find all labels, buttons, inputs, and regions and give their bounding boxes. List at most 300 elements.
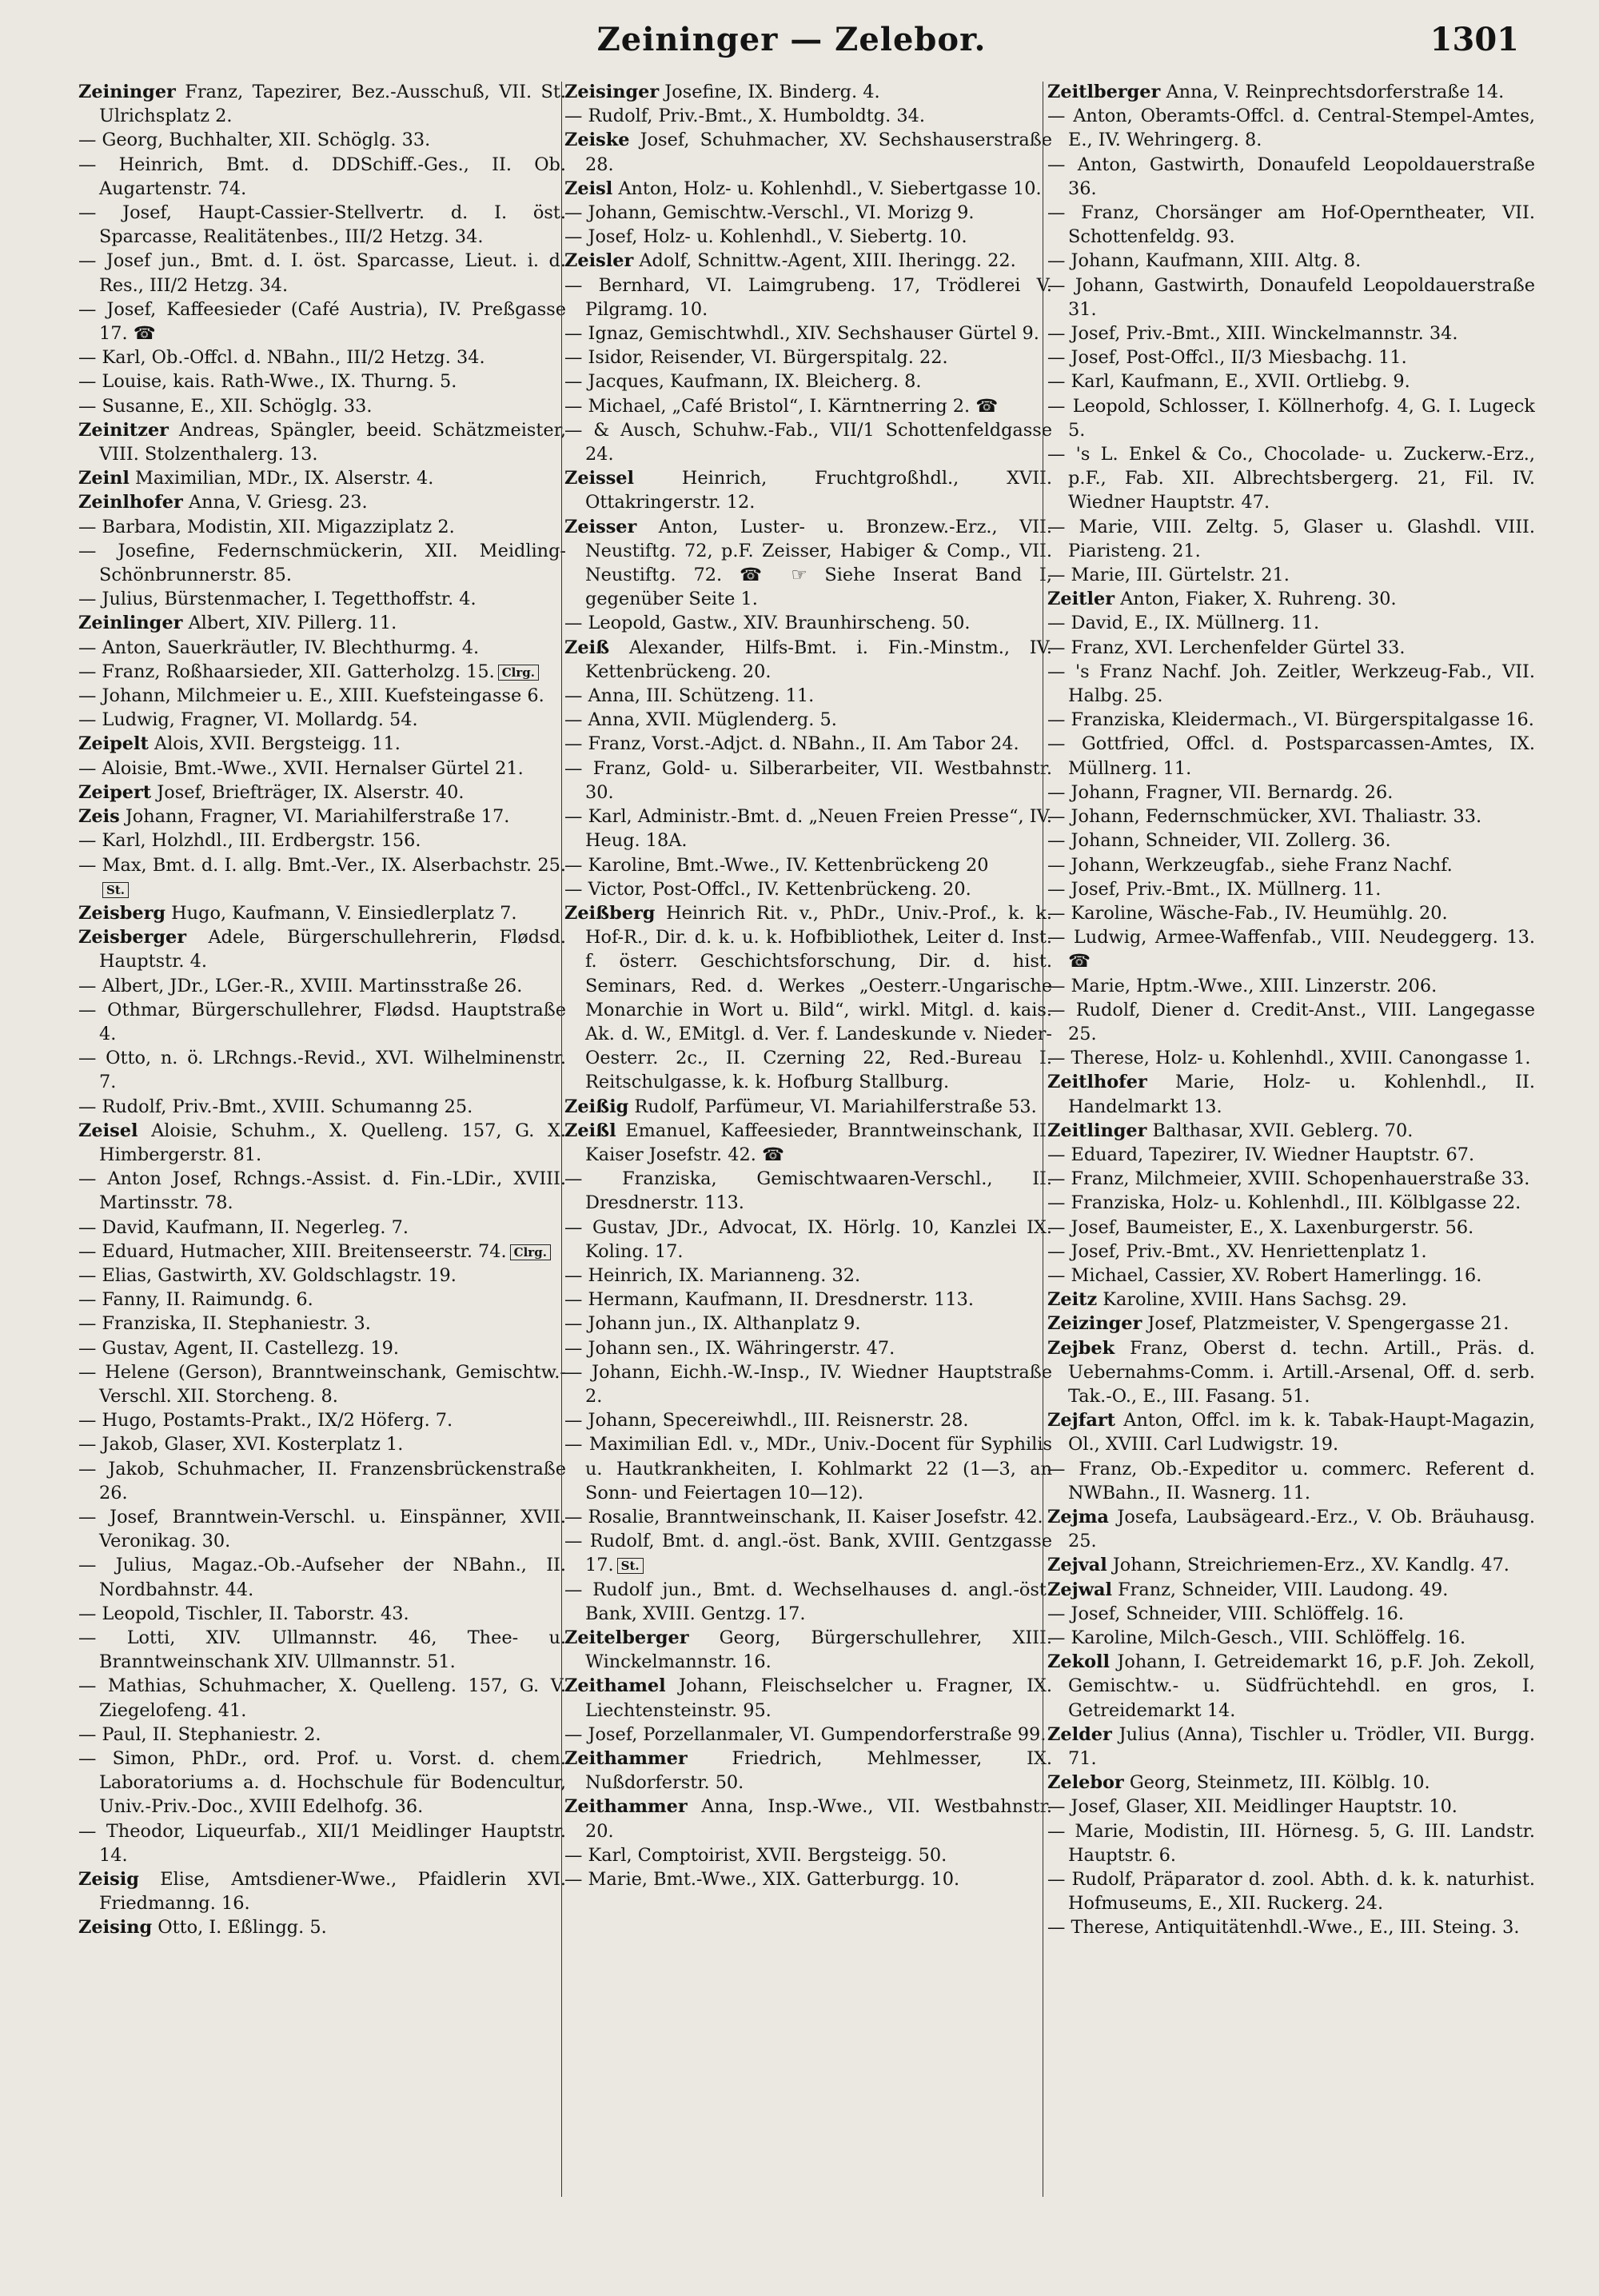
directory-entry	[78, 587, 566, 611]
entry-text: Alois, XVII. Bergsteigg. 11.	[148, 733, 401, 755]
directory-entry	[78, 369, 566, 393]
entry-surname: Zeisig	[78, 1869, 139, 1891]
entry-surname: Zeinitzer	[78, 419, 169, 441]
entry-text: — Leopold, Tischler, II. Taborstr. 43.	[78, 1603, 409, 1624]
entry-text: — Anton Josef, Rchngs.-Assist. d. Fin.-LDir., XVIII. Martinsstr. 78.	[78, 1168, 566, 1214]
entry-text: — Johann, Schneider, VII. Zollerg. 36.	[1047, 830, 1391, 852]
column-1	[78, 80, 566, 2271]
entry-text: Josefa, Laubsägeard.-Erz., V. Ob. Bräuhausg. 25.	[1068, 1506, 1535, 1552]
entry-text: Heinrich Rit. v., PhDr., Univ.-Prof., k. k. Hof-R., Dir. d. k. u. k. Hofbibliothek, Leiter d. Inst. f. österr. Geschichtsforschung, Dir. d. hist. Seminars, Red. d. Werkes „Oesterr.-Ungarische Monarchie in Wort u. Bild“, wirkl. Mitgl. d. kais. Ak. d. W., EMitgl. d. Ver. f. Landeskunde v. Nieder-Oesterr. 2c., II. Czerning 22, Red.-Bureau I. Reitschulgasse, k. k. Hofburg Stallburg.	[585, 902, 1052, 1093]
directory-entry	[78, 490, 566, 514]
directory-entry	[1047, 1408, 1535, 1456]
directory-entry	[1047, 901, 1535, 925]
directory-entry	[1047, 732, 1535, 780]
directory-entry	[78, 1915, 566, 1939]
directory-entry	[1047, 1602, 1535, 1626]
column-3	[1047, 80, 1535, 2271]
entry-text: — Anna, XVII. Müglenderg. 5.	[564, 709, 837, 731]
directory-entry	[78, 1240, 566, 1264]
entry-text: Elise, Amtsdiener-Wwe., Pfaidlerin XVI. Friedmanng. 16.	[99, 1869, 566, 1915]
directory-entry	[78, 1723, 566, 1747]
entry-text: Anton, Luster- u. Bronzew.-Erz., VII. Neustiftg. 72, p.F. Zeisser, Habiger & Comp., VII. Neustiftg. 72. ☎ ☞ Siehe Inserat Band I, gegenüber Seite 1.	[585, 516, 1052, 610]
directory-entry	[1047, 563, 1535, 587]
directory-entry	[564, 345, 1052, 369]
entry-text: Albert, XIV. Pillerg. 11.	[182, 613, 397, 634]
entry-text: — Rudolf, Diener d. Credit-Anst., VIII. Langegasse 25.	[1047, 999, 1535, 1044]
entry-surname: Zeitler	[1047, 589, 1115, 610]
entry-text: Balthasar, XVII. Geblerg. 70.	[1146, 1120, 1414, 1141]
entry-text: — Leopold, Schlosser, I. Köllnerhofg. 4, G. I. Lugeck 5.	[1047, 395, 1535, 441]
directory-entry	[78, 901, 566, 925]
directory-entry	[564, 1408, 1052, 1432]
entry-text: — Karl, Administr.-Bmt. d. „Neuen Freien Presse“, IV. Heug. 18A.	[564, 806, 1052, 852]
entry-text: — Marie, VIII. Zeltg. 5, Glaser u. Glashdl. VIII. Piaristeng. 21.	[1047, 516, 1535, 561]
entry-surname: Zeininger	[78, 82, 176, 102]
entry-text: — Josef, Glaser, XII. Meidlinger Hauptstr. 10.	[1047, 1796, 1457, 1818]
entry-text: Anna, V. Griesg. 23.	[182, 492, 368, 513]
directory-entry	[564, 732, 1052, 756]
entry-surname: Zeissel	[564, 468, 635, 489]
entry-text: — Josef, Priv.-Bmt., XIII. Winckelmannstr. 34.	[1047, 323, 1458, 345]
entry-text: — Franz, Ob.-Expeditor u. commerc. Referent d. NWBahn., II. Wasnerg. 11.	[1047, 1458, 1535, 1503]
column-divider	[561, 82, 562, 2197]
entry-text: — Fanny, II. Raimundg. 6.	[78, 1289, 313, 1311]
entry-text: — Marie, Hptm.-Wwe., XIII. Linzerstr. 206.	[1047, 975, 1438, 996]
directory-entry	[564, 466, 1052, 514]
directory-entry	[1047, 925, 1535, 973]
entry-surname: Zeitlberger	[1047, 82, 1161, 102]
directory-entry	[1047, 394, 1535, 442]
page-header	[64, 21, 1519, 66]
directory-entry	[78, 128, 566, 152]
entry-text: — Franz, Chorsänger am Hof-Operntheater, VII. Schottenfeldg. 93.	[1047, 202, 1535, 248]
directory-entry	[564, 684, 1052, 708]
directory-entry	[564, 1867, 1052, 1891]
directory-entry	[1047, 1288, 1535, 1312]
entry-text: Franz, Oberst d. techn. Artill., Präs. d. Uebernahms-Comm. i. Artill.-Arsenal, Off. d. serb. Tak.-O., E., III. Fasang. 51.	[1068, 1337, 1535, 1407]
directory-entry	[78, 1602, 566, 1626]
directory-entry	[78, 249, 566, 297]
directory-entry	[78, 1819, 566, 1867]
entry-text: — Karl, Comptoirist, XVII. Bergsteigg. 50.	[564, 1844, 947, 1866]
entry-surname: Zeis	[78, 806, 120, 828]
directory-entry	[1047, 1336, 1535, 1409]
directory-entry	[1047, 611, 1535, 635]
entry-text: — Josef, Haupt-Cassier-Stellvertr. d. I. öst. Sparcasse, Realitätenbes., III/2 Hetzg. 34.	[78, 202, 566, 248]
directory-entry	[78, 829, 566, 853]
entry-text: — Julius, Bürstenmacher, I. Tegetthoffstr. 4.	[78, 589, 477, 610]
directory-entry	[1047, 442, 1535, 515]
entry-text: — Jakob, Glaser, XVI. Kosterplatz 1.	[78, 1434, 404, 1455]
directory-entry	[1047, 153, 1535, 201]
entry-badge: St.	[102, 882, 129, 898]
entry-text: — Julius, Magaz.-Ob.-Aufseher der NBahn., II. Nordbahnstr. 44.	[78, 1555, 566, 1600]
directory-entry	[564, 321, 1052, 345]
entry-surname: Zeiß	[564, 637, 610, 658]
entry-surname: Zeitz	[1047, 1289, 1098, 1311]
entry-text: — Mathias, Schuhmacher, X. Quelleng. 157, G. V. Ziegelofeng. 41.	[78, 1675, 566, 1721]
directory-entry	[564, 1432, 1052, 1505]
entry-text: — Ignaz, Gemischtwhdl., XIV. Sechshauser Gürtel 9.	[564, 323, 1039, 345]
entry-text: Julius (Anna), Tischler u. Trödler, VII. Burgg. 71.	[1068, 1723, 1535, 1770]
entry-text: — Simon, PhDr., ord. Prof. u. Vorst. d. chem. Laboratoriums a. d. Hochschule für Bodencultur, Univ.-Priv.-Doc., XVIII Edelhofg. 36.	[78, 1748, 566, 1818]
directory-entry	[1047, 853, 1535, 877]
entry-surname: Zeinl	[78, 468, 130, 489]
entry-surname: Zeipelt	[78, 733, 149, 755]
column-2	[564, 80, 1052, 2271]
directory-entry	[1047, 998, 1535, 1046]
directory-entry	[564, 877, 1052, 901]
entry-text: Maximilian, MDr., IX. Alserstr. 4.	[129, 468, 434, 489]
directory-entry	[1047, 80, 1535, 104]
directory-entry	[78, 1288, 566, 1312]
directory-entry	[564, 1360, 1052, 1408]
directory-entry	[564, 853, 1052, 877]
entry-text: Marie, Holz- u. Kohlenhdl., II. Handelmarkt 13.	[1068, 1072, 1535, 1117]
entry-surname: Zejwal	[1047, 1579, 1112, 1600]
entry-text: — Franziska, II. Stephaniestr. 3.	[78, 1313, 371, 1335]
entry-surname: Zeisberg	[78, 902, 166, 924]
entry-text: — Johann, Federnschmücker, XVI. Thaliastr. 33.	[1047, 806, 1482, 828]
directory-entry	[564, 901, 1052, 1095]
entry-text: — Heinrich, Bmt. d. DDSchiff.-Ges., II. Ob. Augartenstr. 74.	[78, 154, 566, 199]
directory-entry	[1047, 1312, 1535, 1336]
entry-text: — Rudolf jun., Bmt. d. Wechselhauses d. angl.-öst. Bank, XVIII. Gentzg. 17.	[564, 1579, 1052, 1624]
entry-text: Emanuel, Kaffeesieder, Branntweinschank, II. Kaiser Josefstr. 42. ☎	[585, 1120, 1052, 1165]
entry-text: Josefine, IX. Binderg. 4.	[659, 82, 880, 102]
entry-text: — Gustav, JDr., Advocat, IX. Hörlg. 10, Kanzlei IX. Koling. 17.	[564, 1216, 1052, 1262]
entry-surname: Zelder	[1047, 1723, 1112, 1745]
entry-badge: St.	[617, 1558, 644, 1574]
entry-text: — Elias, Gastwirth, XV. Goldschlagstr. 19.	[78, 1264, 457, 1286]
directory-entry	[564, 1167, 1052, 1215]
directory-entry	[1047, 1505, 1535, 1553]
directory-entry	[564, 1288, 1052, 1312]
directory-entry	[78, 708, 566, 732]
entry-text: — Isidor, Reisender, VI. Bürgerspitalg. 22.	[564, 347, 948, 369]
entry-text: Anton, Holz- u. Kohlenhdl., V. Siebertgasse 10.	[612, 178, 1042, 199]
directory-entry	[564, 515, 1052, 612]
entry-text: Alexander, Hilfs-Bmt. i. Fin.-Minstm., IV. Kettenbrückeng. 20.	[585, 637, 1052, 682]
directory-entry	[564, 177, 1052, 201]
directory-entry	[564, 1723, 1052, 1747]
entry-text: — Josef, Porzellanmaler, VI. Gumpendorferstraße 99.	[564, 1723, 1047, 1745]
entry-surname: Zeisel	[78, 1120, 138, 1141]
entry-text: — Anton, Gastwirth, Donaufeld Leopoldauerstraße 36.	[1047, 154, 1535, 199]
directory-entry	[564, 80, 1052, 104]
entry-text: Georg, Steinmetz, III. Kölblg. 10.	[1123, 1772, 1430, 1794]
entry-surname: Zeising	[78, 1917, 153, 1939]
directory-entry	[78, 297, 566, 345]
directory-entry	[1047, 104, 1535, 152]
entry-text: — Karoline, Wäsche-Fab., IV. Heumühlg. 20.	[1047, 902, 1448, 924]
directory-entry	[1047, 515, 1535, 563]
directory-entry	[1047, 587, 1535, 611]
entry-text: Hugo, Kaufmann, V. Einsiedlerplatz 7.	[165, 902, 517, 924]
directory-entry	[564, 1626, 1052, 1674]
directory-entry	[1047, 1240, 1535, 1264]
entry-text: — Josef, Kaffeesieder (Café Austria), IV. Preßgasse 17. ☎	[78, 298, 566, 345]
directory-entry	[564, 128, 1052, 176]
entry-text: — Michael, „Café Bristol“, I. Kärntnerring 2. ☎	[564, 395, 999, 417]
directory-entry	[564, 611, 1052, 635]
entry-text: — Paul, II. Stephaniestr. 2.	[78, 1723, 321, 1745]
directory-entry	[1047, 369, 1535, 393]
entry-badge: Clrg.	[510, 1244, 551, 1260]
directory-entry	[564, 394, 1052, 418]
directory-entry	[564, 1529, 1052, 1577]
entry-surname: Zeitlhofer	[1047, 1072, 1147, 1093]
entry-text: Otto, I. Eßlingg. 5.	[152, 1917, 327, 1939]
directory-entry	[78, 998, 566, 1046]
entry-text: — Karl, Ob.-Offcl. d. NBahn., III/2 Hetzg. 34.	[78, 347, 485, 369]
entry-text: — Hermann, Kaufmann, II. Dresdnerstr. 113.	[564, 1289, 974, 1311]
entry-text: — Otto, n. ö. LRchngs.-Revid., XVI. Wilhelminenstr. 7.	[78, 1048, 566, 1093]
directory-entry	[564, 1312, 1052, 1336]
directory-entry	[564, 757, 1052, 805]
directory-entry	[78, 925, 566, 973]
directory-entry	[1047, 974, 1535, 998]
entry-text: Anton, Fiaker, X. Ruhreng. 30.	[1115, 589, 1397, 610]
directory-entry	[1047, 249, 1535, 273]
entry-text: — Franz, Roßhaarsieder, XII. Gatterholzg. 15.	[78, 661, 495, 682]
directory-entry	[78, 1167, 566, 1215]
entry-text: — Franz, Gold- u. Silberarbeiter, VII. Westbahnstr. 30.	[564, 757, 1052, 803]
entry-surname: Zeißig	[564, 1096, 629, 1117]
entry-text: Anton, Offcl. im k. k. Tabak-Haupt-Magazin, Ol., XVIII. Carl Ludwigstr. 19.	[1068, 1410, 1535, 1455]
entry-text: Karoline, XVIII. Hans Sachsg. 29.	[1097, 1289, 1407, 1311]
directory-entry	[78, 781, 566, 805]
directory-entry	[78, 1457, 566, 1505]
directory-entry	[564, 1216, 1052, 1264]
entry-text: Friedrich, Mehlmesser, IX. Nußdorferstr. 50.	[585, 1748, 1052, 1794]
directory-entry	[564, 418, 1052, 466]
entry-text: — Therese, Holz- u. Kohlenhdl., XVIII. Canongasse 1.	[1047, 1048, 1531, 1069]
directory-entry	[1047, 1143, 1535, 1167]
entry-text: Aloisie, Schuhm., X. Quelleng. 157, G. X. Himbergerstr. 81.	[99, 1120, 566, 1165]
directory-entry	[564, 1505, 1052, 1529]
directory-entry	[1047, 1771, 1535, 1795]
entry-text: Johann, I. Getreidemarkt 16, p.F. Joh. Zekoll, Gemischtw.- u. Südfrüchtehdl. en gros, I. Getreidemarkt 14.	[1068, 1651, 1535, 1721]
directory-entry	[78, 660, 566, 684]
entry-text: — Johann, Gemischtw.-Verschl., VI. Morizg 9.	[564, 202, 975, 224]
directory-entry	[564, 274, 1052, 321]
entry-text: — Franziska, Holz- u. Kohlenhdl., III. Kölblgasse 22.	[1047, 1192, 1521, 1214]
entry-surname: Zeisl	[564, 178, 613, 199]
entry-text: — Albert, JDr., LGer.-R., XVIII. Martinsstraße 26.	[78, 975, 523, 996]
directory-entry	[1047, 274, 1535, 321]
directory-entry	[1047, 1191, 1535, 1215]
directory-entry	[1047, 1553, 1535, 1577]
entry-text: Franz, Tapezirer, Bez.-Ausschuß, VII. St. Ulrichsplatz 2.	[99, 82, 566, 127]
entry-text: Anna, Insp.-Wwe., VII. Westbahnstr. 20.	[585, 1796, 1052, 1842]
directory-entry	[564, 1674, 1052, 1722]
directory-entry	[78, 1553, 566, 1601]
entry-text: — & Ausch, Schuhw.-Fab., VII/1 Schottenfeldgasse 24.	[564, 419, 1052, 465]
entry-surname: Zejval	[1047, 1555, 1107, 1576]
directory-entry	[78, 1408, 566, 1432]
entry-text: Georg, Bürgerschullehrer, XIII. Winckelmannstr. 16.	[585, 1627, 1052, 1673]
entry-surname: Zeiske	[564, 130, 630, 151]
directory-entry	[78, 1264, 566, 1288]
entry-surname: Zeithammer	[564, 1748, 688, 1770]
entry-surname: Zeinlinger	[78, 613, 183, 634]
entry-text: Adolf, Schnittw.-Agent, XIII. Iheringg. 22.	[633, 250, 1016, 272]
entry-text: — Victor, Post-Offcl., IV. Kettenbrückeng. 20.	[564, 878, 971, 900]
directory-entry	[78, 1505, 566, 1553]
directory-entry	[78, 1432, 566, 1456]
entry-surname: Zeißberg	[564, 902, 656, 924]
directory-entry	[78, 394, 566, 418]
entry-text: — Ludwig, Fragner, VI. Mollardg. 54.	[78, 709, 418, 731]
entry-text: — Karl, Holzhdl., III. Erdbergstr. 156.	[78, 830, 421, 852]
entry-text: — Barbara, Modistin, XII. Migazziplatz 2.	[78, 516, 455, 537]
directory-entry	[564, 1747, 1052, 1795]
entry-text: — Franz, Milchmeier, XVIII. Schopenhauerstraße 33.	[1047, 1168, 1530, 1190]
entry-text: — Louise, kais. Rath-Wwe., IX. Thurng. 5.	[78, 371, 457, 393]
entry-text: — David, Kaufmann, II. Negerleg. 7.	[78, 1216, 409, 1238]
entry-text: — Karl, Kaufmann, E., XVII. Ortliebg. 9.	[1047, 371, 1410, 393]
entry-surname: Zejfart	[1047, 1410, 1115, 1432]
entry-text: — Karoline, Bmt.-Wwe., IV. Kettenbrückeng 20	[564, 854, 989, 876]
directory-entry	[1047, 636, 1535, 660]
directory-entry	[1047, 1457, 1535, 1505]
directory-entry	[78, 1747, 566, 1819]
directory-entry	[78, 805, 566, 829]
entry-text: Anna, V. Reinprechtsdorferstraße 14.	[1160, 82, 1505, 102]
entry-text: — Rudolf, Priv.-Bmt., X. Humboldtg. 34.	[564, 106, 925, 127]
directory-entry	[78, 201, 566, 249]
entry-surname: Zeitlinger	[1047, 1120, 1147, 1141]
entry-surname: Zeisler	[564, 250, 634, 272]
directory-entry	[1047, 1578, 1535, 1602]
directory-entry	[78, 1119, 566, 1167]
entry-text: — Johann, Gastwirth, Donaufeld Leopoldauerstraße 31.	[1047, 274, 1535, 320]
directory-entry	[564, 1578, 1052, 1626]
directory-entry	[1047, 1167, 1535, 1191]
entry-text: — Leopold, Gastw., XIV. Braunhirscheng. 50.	[564, 613, 971, 634]
directory-entry	[78, 611, 566, 635]
entry-text: — 's Franz Nachf. Joh. Zeitler, Werkzeug-Fab., VII. Halbg. 25.	[1047, 661, 1535, 707]
entry-text: — Jacques, Kaufmann, IX. Bleicherg. 8.	[564, 371, 922, 393]
entry-text: Adele, Bürgerschullehrerin, Flødsd. Hauptstr. 4.	[99, 927, 566, 972]
entry-text: — Marie, Modistin, III. Hörnesg. 5, G. III. Landstr. Hauptstr. 6.	[1047, 1820, 1535, 1866]
entry-badge: Clrg.	[498, 665, 539, 681]
directory-entry	[564, 201, 1052, 225]
directory-entry	[1047, 321, 1535, 345]
entry-text: — Gottfried, Offcl. d. Postsparcassen-Amtes, IX. Müllnerg. 11.	[1047, 733, 1535, 779]
entry-text: — Franziska, Gemischtwaaren-Verschl., II. Dresdnerstr. 113.	[564, 1168, 1052, 1214]
entry-text: — Susanne, E., XII. Schöglg. 33.	[78, 395, 373, 417]
entry-text: — Karoline, Milch-Gesch., VIII. Schlöffelg. 16.	[1047, 1627, 1466, 1648]
entry-text: — Max, Bmt. d. I. allg. Bmt.-Ver., IX. Alserbachstr. 25.	[78, 854, 566, 876]
entry-text: — Gustav, Agent, II. Castellezg. 19.	[78, 1337, 399, 1359]
entry-text: — 's L. Enkel & Co., Chocolade- u. Zuckerw.-Erz., p.F., Fab. XII. Albrechtsbergerg. 21, Fil. IV. Wiedner Hauptstr. 47.	[1047, 444, 1535, 513]
entry-text: — Eduard, Tapezirer, IV. Wiedner Hauptstr. 67.	[1047, 1144, 1475, 1165]
directory-entry	[78, 636, 566, 660]
entry-text: — Franziska, Kleidermach., VI. Bürgerspitalgasse 16.	[1047, 709, 1534, 731]
directory-entry	[1047, 877, 1535, 901]
directory-entry	[564, 1843, 1052, 1867]
directory-entry	[78, 1626, 566, 1674]
directory-entry	[1047, 829, 1535, 853]
directory-entry	[1047, 1070, 1535, 1118]
entry-text: — Aloisie, Bmt.-Wwe., XVII. Hernalser Gürtel 21.	[78, 757, 524, 779]
directory-entry	[1047, 1867, 1535, 1915]
directory-entry	[564, 1119, 1052, 1167]
directory-entry	[564, 249, 1052, 273]
directory-entry	[564, 1264, 1052, 1288]
entry-surname: Zejma	[1047, 1506, 1109, 1527]
entry-text: — Othmar, Bürgerschullehrer, Flødsd. Hauptstraße 4.	[78, 999, 566, 1044]
directory-entry	[564, 1795, 1052, 1843]
entry-text: Johann, Fragner, VI. Mariahilferstraße 17.	[119, 806, 510, 828]
directory-entry	[78, 1336, 566, 1360]
entry-text: — Johann, Milchmeier u. E., XIII. Kuefsteingasse 6.	[78, 685, 544, 707]
entry-surname: Zelebor	[1047, 1772, 1124, 1794]
entry-text: Josef, Briefträger, IX. Alserstr. 40.	[151, 781, 465, 803]
entry-text: — Michael, Cassier, XV. Robert Hamerlingg. 16.	[1047, 1264, 1482, 1286]
entry-text: — Josef, Priv.-Bmt., IX. Müllnerg. 11.	[1047, 878, 1382, 900]
directory-entry	[78, 153, 566, 201]
entry-text: — David, E., IX. Müllnerg. 11.	[1047, 613, 1320, 634]
entry-text: Heinrich, Fruchtgroßhdl., XVII. Ottakringerstr. 12.	[585, 468, 1052, 513]
directory-entry	[1047, 1216, 1535, 1240]
directory-entry	[1047, 1046, 1535, 1070]
directory-entry	[1047, 1723, 1535, 1771]
entry-text: — Johann, Specereiwhdl., III. Reisnerstr. 28.	[564, 1410, 969, 1432]
directory-entry	[78, 515, 566, 539]
directory-entry	[78, 853, 566, 901]
entry-text: — Franz, Vorst.-Adjct. d. NBahn., II. Am Tabor 24.	[564, 733, 1019, 755]
directory-entry	[564, 636, 1052, 684]
directory-entry	[78, 539, 566, 587]
entry-text: — Johann, Werkzeugfab., siehe Franz Nachf.	[1047, 854, 1453, 876]
entry-surname: Zeithamel	[564, 1675, 666, 1697]
directory-entry	[78, 1216, 566, 1240]
entry-text: — Anna, III. Schützeng. 11.	[564, 685, 815, 707]
directory-entry	[78, 80, 566, 128]
directory-entry	[1047, 1819, 1535, 1867]
entry-text: — Josef, Post-Offcl., II/3 Miesbachg. 11.	[1047, 347, 1407, 369]
directory-entry	[78, 684, 566, 708]
entry-surname: Zekoll	[1047, 1651, 1111, 1673]
directory-entry	[1047, 1626, 1535, 1650]
entry-text: Andreas, Spängler, beeid. Schätzmeister, VIII. Stolzenthalerg. 13.	[99, 419, 566, 465]
directory-entry	[1047, 1650, 1535, 1723]
directory-entry	[78, 1095, 566, 1119]
directory-entry	[78, 757, 566, 781]
entry-surname: Zeisinger	[564, 82, 660, 102]
entry-text: — Helene (Gerson), Branntweinschank, Gemischtw.-Verschl. XII. Storcheng. 8.	[78, 1361, 566, 1407]
entry-surname: Zeisberger	[78, 927, 187, 948]
entry-surname: Zeizinger	[1047, 1313, 1142, 1335]
entry-text: — Johann, Eichh.-W.-Insp., IV. Wiedner Hauptstraße 2.	[564, 1361, 1052, 1407]
directory-entry	[1047, 345, 1535, 369]
entry-text: — Georg, Buchhalter, XII. Schöglg. 33.	[78, 130, 431, 151]
entry-text: — Marie, III. Gürtelstr. 21.	[1047, 565, 1290, 586]
entry-text: — Bernhard, VI. Laimgrubeng. 17, Trödlerei V. Pilgramg. 10.	[564, 274, 1052, 320]
directory-entry	[1047, 708, 1535, 732]
entry-text: — Johann sen., IX. Währingerstr. 47.	[564, 1337, 895, 1359]
entry-text: — Johann, Fragner, VII. Bernardg. 26.	[1047, 781, 1394, 803]
entry-text: — Heinrich, IX. Marianneng. 32.	[564, 1264, 861, 1286]
entry-text: — Hugo, Postamts-Prakt., IX/2 Höferg. 7.	[78, 1410, 453, 1432]
directory-entry	[78, 418, 566, 466]
running-title: Zeininger — Zelebor.	[596, 21, 987, 58]
directory-entry	[78, 732, 566, 756]
entry-surname: Zejbek	[1047, 1337, 1115, 1359]
